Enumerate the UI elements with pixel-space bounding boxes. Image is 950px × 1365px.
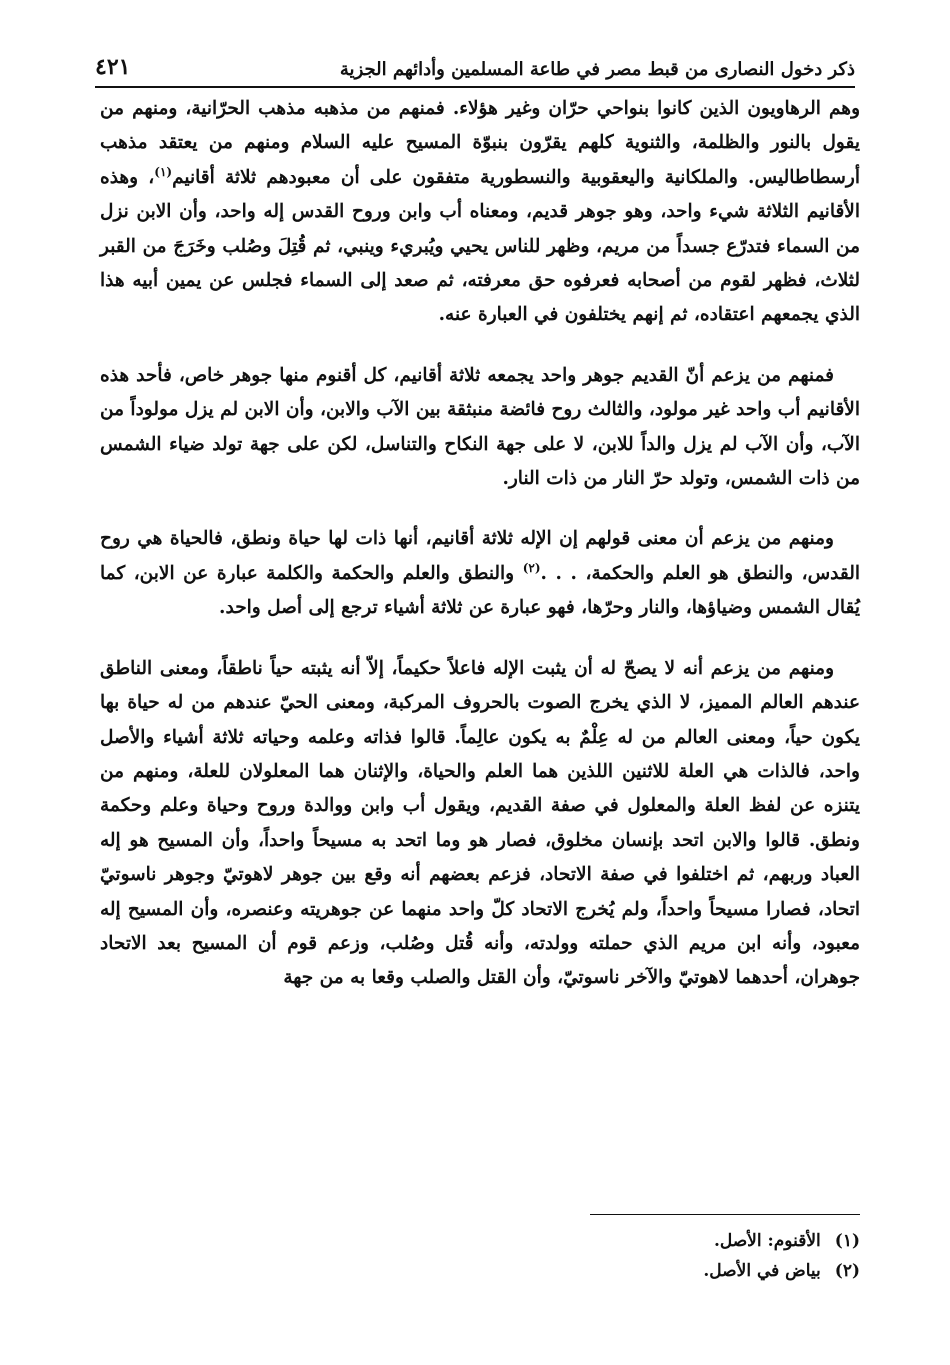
page-number: ٤٢١ — [95, 54, 131, 80]
footnote-number: (٢) — [834, 1261, 860, 1281]
paragraph-text: وهم الرهاويون الذين كانوا بنواحي حرّان وغير هؤلاء. فمنهم من مذهبه مذهب الحرّانية، ومنهم من يقول بالنور والظلمة، والثنوية كلهم يقرّون بنبوّة المسيح عليه السلام ومنهم من يعتقد مذهب أرسطاطاليس. والملكانية واليعقوبية والنسطورية متفقون على أن معبودهم ثلاثة أقانيم — [100, 98, 860, 188]
paragraph — [100, 522, 860, 625]
footnote-text: الأقنوم: الأصل. — [713, 1231, 821, 1251]
running-head — [95, 40, 855, 80]
paragraph — [100, 652, 860, 996]
paragraph — [100, 359, 860, 497]
body-text — [100, 92, 860, 996]
footnote-text: بياض في الأصل. — [703, 1261, 821, 1281]
footnote-ref: (٢) — [522, 560, 541, 575]
paragraph-text: ومنهم من يزعم أن معنى قولهم إن الإله ثلاثة أقانيم، أنها ذات لها حياة ونطق، فالحياة هي روح القدس، والنطق هو العلم والحكمة، . . . — [100, 528, 860, 584]
running-title: ذكر دخول النصارى من قبط مصر في طاعة المسلمين وأدائهم الجزية — [339, 59, 855, 80]
footnote-number: (١) — [834, 1231, 860, 1251]
paragraph-text: ، وهذه الأقانيم الثلاثة شيء واحد، وهو جوهر قديم، ومعناه أب وابن وروح القدس إله واحد، وأن الابن نزل من السماء فتدرّع جسداً من مريم، وظهر للناس يحيي ويُبريء وينبي، ثم قُتِلَ وصُلب وخَرَجَ من القبر لثلاث، فظهر لقوم من أصحابه فعرفوه حق معرفته، ثم صعد إلى السماء فجلس عن يمين أبيه هذا الذي يجمعهم اعتقاده، ثم إنهم يختلفون في العبارة عنه. — [100, 166, 860, 326]
footnote-1 — [100, 1226, 860, 1256]
paragraph — [100, 92, 860, 333]
header-rule — [95, 86, 855, 88]
paragraph-text: والنطق والعلم والحكمة والكلمة عبارة عن الابن، كما يُقال الشمس وضياؤها، والنار وحرّها، فهو عبارة عن ثلاثة أشياء ترجع إلى أصل واحد. — [100, 562, 860, 619]
footnote-rule — [590, 1214, 860, 1215]
paragraph-text: ومنهم من يزعم أنه لا يصحّ له أن يثبت الإله فاعلاً حكيماً، إلاّ أنه يثبته حياً ناطقاً، ومعنى الناطق عندهم العالم المميز، لا الذي يخرج الصوت بالحروف المركبة، ومعنى الحيّ عندهم من له حياة بها يكون حياً، ومعنى العالم من له عِلْمٌ به يكون عالِماً. قالوا فذاته وعلمه وحياته ثلاثة أشياء والأصل واحد، فالذات هي العلة للاثنين اللذين هما العلم والحياة، والإثنان هما المعلولان للعلة، ومنهم من يتنزه عن لفظ العلة والمعلول في صفة القديم، ويقول أب وابن ووالدة وروح وحياة وعلم وحكمة ونطق. قالوا والابن اتحد بإنسان مخلوق، فصار هو وما اتحد به مسيحاً واحداً، وأن المسيح هو إله العباد وربهم، ثم اختلفوا في صفة الاتحاد، فزعم بعضهم أنه وقع بين جوهر لاهوتيّ وجوهر ناسوتيّ اتحاد، فصارا مسيحاً واحداً، ولم يُخرج الاتحاد كلّ واحد منهما عن جوهريته وعنصره، وأن المسيح إله معبود، وأنه ابن مريم الذي حملته وولدته، وأنه قُتل وصُلب، وزعم قوم أن المسيح بعد الاتحاد جوهران، أحدهما لاهوتيّ والآخر ناسوتيّ، وأن القتل والصلب وقعا به من جهة — [100, 657, 860, 989]
footnotes — [100, 1226, 860, 1286]
paragraph-text: فمنهم من يزعم أنّ القديم جوهر واحد يجمعه ثلاثة أقانيم، كل أقنوم منها جوهر خاص، فأحد هذه الأقانيم أب واحد غير مولود، والثالث روح فائضة منبثقة بين الآب والابن، وأن الابن لم يزل مولوداً من الآب، وأن الآب لم يزل والداً للابن، لا على جهة النكاح والتناسل، لكن على جهة تولد ضياء الشمس من ذات الشمس، وتولد حرّ النار من ذات النار. — [100, 364, 860, 490]
footnote-ref: (١) — [154, 164, 173, 179]
footnote-2 — [100, 1256, 860, 1286]
